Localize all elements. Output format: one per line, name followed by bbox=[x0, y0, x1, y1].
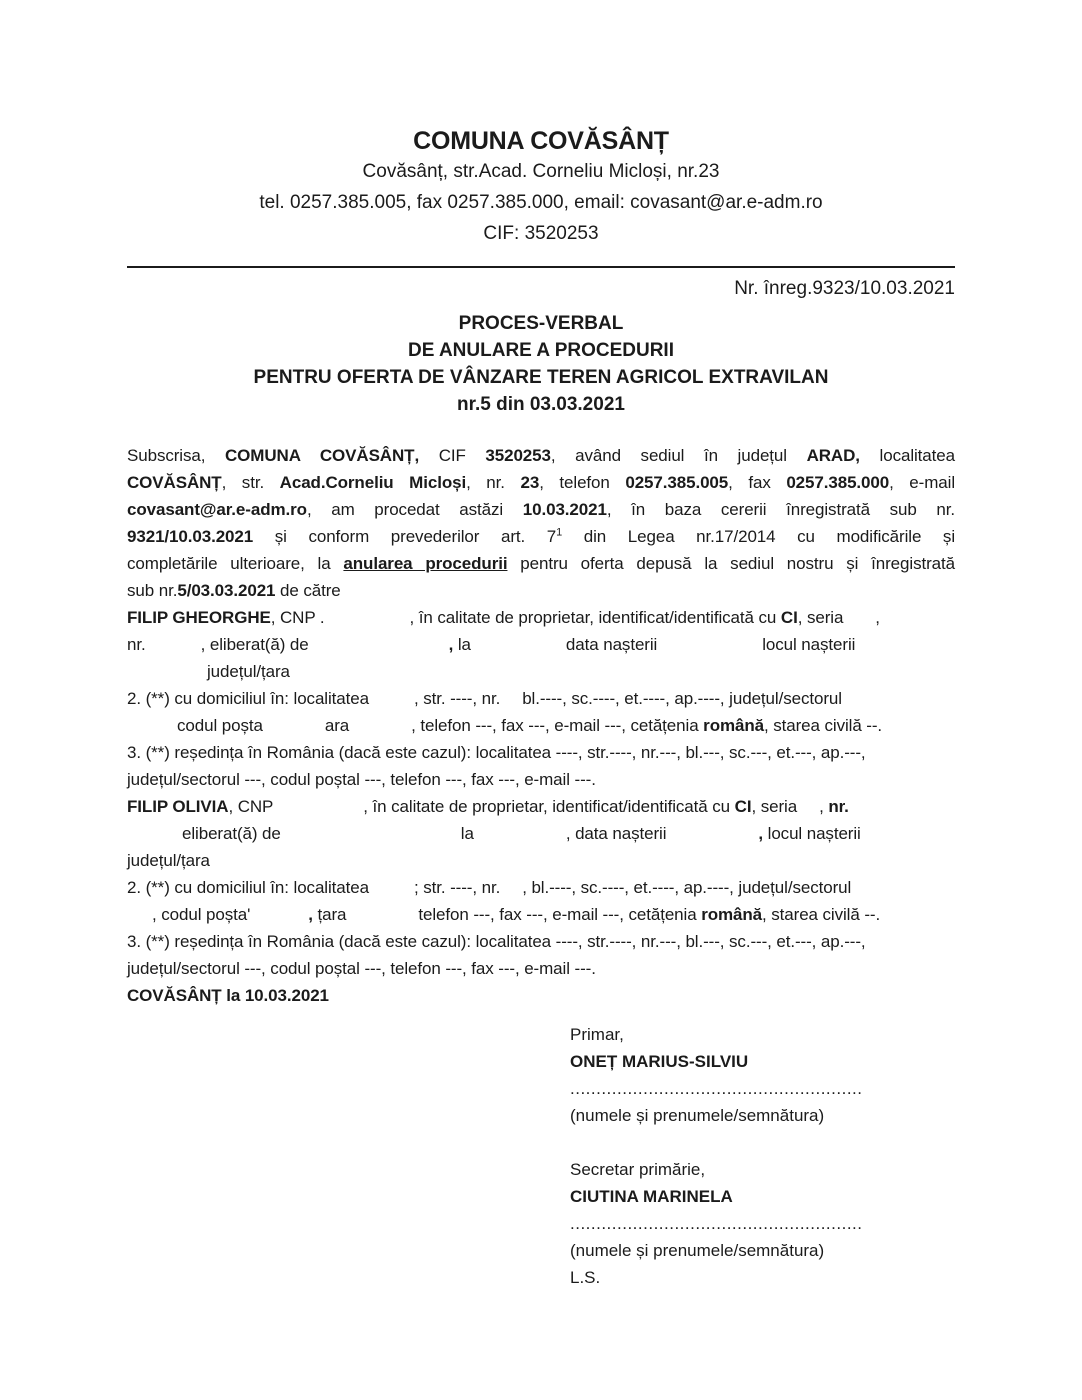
redacted-blank bbox=[263, 730, 325, 731]
text-run: CI bbox=[734, 797, 752, 816]
text-run: pentru oferta depusă la sediul nostru și înregistrată bbox=[507, 554, 955, 573]
text-run: codul poșta bbox=[177, 716, 263, 735]
text-run: 0257.385.000 bbox=[786, 473, 890, 492]
text-run: , bbox=[819, 797, 829, 816]
text-run: 3. (**) reședința în România (dacă este cazul): localitatea ----, str.----, nr.---, bl.---, sc.---, et.---, ap.---, bbox=[127, 743, 866, 762]
body-line bbox=[127, 712, 955, 739]
text-run: ; str. ----, nr. bbox=[413, 878, 501, 897]
body-line bbox=[127, 496, 955, 523]
body-line bbox=[127, 469, 955, 496]
body-line bbox=[127, 874, 955, 901]
text-run: 2. (**) cu domiciliul în: localitatea bbox=[127, 689, 369, 708]
organization-name: COMUNA COVĂSÂNȚ bbox=[413, 127, 669, 155]
horizontal-rule bbox=[127, 265, 955, 268]
text-run: anularea procedurii bbox=[343, 554, 508, 573]
text-run: Subscrisa, bbox=[127, 446, 225, 465]
body-line bbox=[127, 685, 955, 712]
body-line bbox=[127, 577, 955, 604]
text-run: , în calitate de proprietar, identificat/identificată cu bbox=[409, 608, 781, 627]
signature-dotted-line: ........................................................ bbox=[570, 1079, 863, 1098]
text-run: locul nașterii bbox=[763, 824, 861, 843]
document-body bbox=[127, 442, 955, 1009]
text-run: , am procedat astăzi bbox=[306, 500, 523, 519]
signature-name: ONEȚ MARIUS-SILVIU bbox=[570, 1052, 749, 1071]
text-run: la bbox=[453, 635, 471, 654]
signature-section bbox=[127, 1021, 955, 1291]
organization-cif: CIF: 3520253 bbox=[483, 223, 599, 244]
text-run: , având sediul în județul bbox=[550, 446, 807, 465]
text-run: 10.03.2021 bbox=[522, 500, 607, 519]
text-run: , bl.----, sc.----, et.----, ap.----, județul/sectorul bbox=[522, 878, 852, 897]
redacted-blank bbox=[273, 811, 363, 812]
body-line bbox=[127, 955, 955, 982]
redacted-blank bbox=[843, 622, 875, 623]
title-line-3: PENTRU OFERTA DE VÂNZARE TEREN AGRICOL EXTRAVILAN bbox=[253, 367, 829, 388]
text-run: română bbox=[701, 905, 763, 924]
text-run: Acad.Corneliu Micloși bbox=[279, 473, 467, 492]
redacted-blank bbox=[797, 811, 819, 812]
organization-contact: tel. 0257.385.005, fax 0257.385.000, email: covasant@ar.e-adm.ro bbox=[259, 192, 823, 213]
text-run: , codul poșta' bbox=[152, 905, 251, 924]
text-run: și conform prevederilor art. 7 bbox=[253, 527, 557, 546]
text-run: completările ulterioare, la bbox=[127, 554, 344, 573]
redacted-blank bbox=[369, 892, 414, 893]
text-run: , starea civilă --. bbox=[763, 716, 883, 735]
body-line bbox=[127, 928, 955, 955]
redacted-blank bbox=[309, 649, 449, 650]
text-run: 5/03.03.2021 bbox=[177, 581, 276, 600]
redacted-blank bbox=[500, 703, 522, 704]
signature-block-primar bbox=[570, 1021, 955, 1129]
text-run: , nr. bbox=[466, 473, 521, 492]
redacted-blank bbox=[349, 730, 411, 731]
signature-caption: (numele și prenumele/semnătura) bbox=[570, 1241, 825, 1260]
document-title bbox=[127, 310, 955, 418]
text-run: ARAD, bbox=[806, 446, 860, 465]
redacted-blank bbox=[325, 622, 410, 623]
text-run: nr. bbox=[828, 797, 849, 816]
signature-ls-stamp: L.S. bbox=[570, 1268, 601, 1287]
body-line bbox=[127, 982, 955, 1009]
text-run: , CNP bbox=[228, 797, 274, 816]
text-run: 23 bbox=[520, 473, 540, 492]
body-line bbox=[127, 550, 955, 577]
document-header bbox=[127, 126, 955, 249]
text-run: de către bbox=[275, 581, 341, 600]
body-line bbox=[127, 739, 955, 766]
redacted-blank bbox=[146, 649, 201, 650]
text-run: 3. (**) reședința în România (dacă este cazul): localitatea ----, str.----, nr.---, bl.---, sc.---, et.---, ap.---, bbox=[127, 932, 866, 951]
text-run: sub nr. bbox=[127, 581, 178, 600]
body-line bbox=[127, 631, 955, 658]
body-line bbox=[127, 820, 955, 847]
body-line bbox=[127, 793, 955, 820]
body-line bbox=[127, 658, 955, 685]
text-run: CI bbox=[780, 608, 798, 627]
text-run: județul/sectorul ---, codul poștal ---, telefon ---, fax ---, e-mail ---. bbox=[127, 959, 596, 978]
body-line bbox=[127, 847, 955, 874]
text-run: , telefon ---, fax ---, e-mail ---, cetățenia bbox=[411, 716, 704, 735]
text-run: , bbox=[308, 905, 313, 924]
text-run: , data nașterii bbox=[565, 824, 667, 843]
signature-block-secretar bbox=[570, 1156, 955, 1291]
title-line-1: PROCES-VERBAL bbox=[458, 313, 624, 334]
text-run: 1 bbox=[556, 526, 563, 539]
text-run: covasant@ar.e-adm.ro bbox=[127, 500, 307, 519]
redacted-blank bbox=[666, 838, 758, 839]
title-line-2: DE ANULARE A PROCEDURII bbox=[407, 340, 674, 361]
signature-caption: (numele și prenumele/semnătura) bbox=[570, 1106, 825, 1125]
text-run: , bbox=[448, 635, 454, 654]
redacted-blank bbox=[346, 919, 418, 920]
text-run: 3520253 bbox=[485, 446, 551, 465]
text-run: COVĂSÂNȚ la 10.03.2021 bbox=[127, 986, 329, 1005]
text-run: localitatea bbox=[859, 446, 955, 465]
signature-role: Primar, bbox=[570, 1025, 624, 1044]
text-run: , în calitate de proprietar, identificat/identificată cu bbox=[363, 797, 735, 816]
title-line-4: nr.5 din 03.03.2021 bbox=[457, 394, 625, 415]
text-run: , telefon bbox=[539, 473, 626, 492]
text-run: FILIP GHEORGHE bbox=[127, 608, 271, 627]
text-run: CIF bbox=[419, 446, 486, 465]
text-run: țara bbox=[312, 905, 347, 924]
signature-name: CIUTINA MARINELA bbox=[570, 1187, 733, 1206]
signature-dotted-line: ........................................................ bbox=[570, 1214, 863, 1233]
redacted-blank bbox=[471, 649, 566, 650]
text-run: , bbox=[875, 608, 880, 627]
text-run: , str. bbox=[221, 473, 280, 492]
text-run: , seria bbox=[797, 608, 844, 627]
text-run: data nașterii bbox=[565, 635, 658, 654]
body-line bbox=[127, 442, 955, 469]
text-run: județul/țara bbox=[127, 851, 210, 870]
organization-address: Covăsânț, str.Acad. Corneliu Micloși, nr.23 bbox=[362, 161, 720, 182]
text-run: , bbox=[758, 824, 764, 843]
text-run: 0257.385.005 bbox=[625, 473, 729, 492]
body-line bbox=[127, 523, 955, 550]
body-line bbox=[127, 766, 955, 793]
text-run: , starea civilă --. bbox=[762, 905, 881, 924]
text-run: , CNP . bbox=[270, 608, 325, 627]
text-run: , fax bbox=[728, 473, 787, 492]
redacted-blank bbox=[500, 892, 522, 893]
text-run: , eliberat(ă) de bbox=[200, 635, 309, 654]
text-run: județul/țara bbox=[207, 662, 290, 681]
text-run: 9321/10.03.2021 bbox=[127, 527, 254, 546]
text-run: COMUNA COVĂSÂNȚ, bbox=[224, 446, 420, 465]
text-run: 2. (**) cu domiciliul în: localitatea bbox=[127, 878, 369, 897]
text-run: bl.----, sc.----, et.----, ap.----, județul/sectorul bbox=[522, 689, 842, 708]
text-run: județul/sectorul ---, codul poștal ---, telefon ---, fax ---, e-mail ---. bbox=[127, 770, 596, 789]
text-run: ara bbox=[324, 716, 350, 735]
text-run: română bbox=[703, 716, 764, 735]
text-run: eliberat(ă) de bbox=[182, 824, 281, 843]
redacted-blank bbox=[369, 703, 414, 704]
redacted-blank bbox=[281, 838, 461, 839]
text-run: locul nașterii bbox=[762, 635, 856, 654]
text-run: , seria bbox=[751, 797, 798, 816]
body-line bbox=[127, 604, 955, 631]
signature-role: Secretar primărie, bbox=[570, 1160, 706, 1179]
text-run: FILIP OLIVIA bbox=[127, 797, 229, 816]
text-run: nr. bbox=[127, 635, 146, 654]
registration-number: Nr. înreg.9323/10.03.2021 bbox=[734, 278, 955, 299]
text-run: telefon ---, fax ---, e-mail ---, cetățenia bbox=[418, 905, 702, 924]
text-run: din Legea nr.17/2014 cu modificările și bbox=[562, 527, 955, 546]
text-run: COVĂSÂNȚ bbox=[127, 473, 222, 492]
body-line bbox=[127, 901, 955, 928]
redacted-blank bbox=[474, 838, 566, 839]
text-run: , str. ----, nr. bbox=[413, 689, 501, 708]
text-run: la bbox=[460, 824, 474, 843]
text-run: , e-mail bbox=[889, 473, 955, 492]
redacted-blank bbox=[657, 649, 762, 650]
text-run: , în baza cererii înregistrată sub nr. bbox=[606, 500, 955, 519]
redacted-blank bbox=[250, 919, 308, 920]
